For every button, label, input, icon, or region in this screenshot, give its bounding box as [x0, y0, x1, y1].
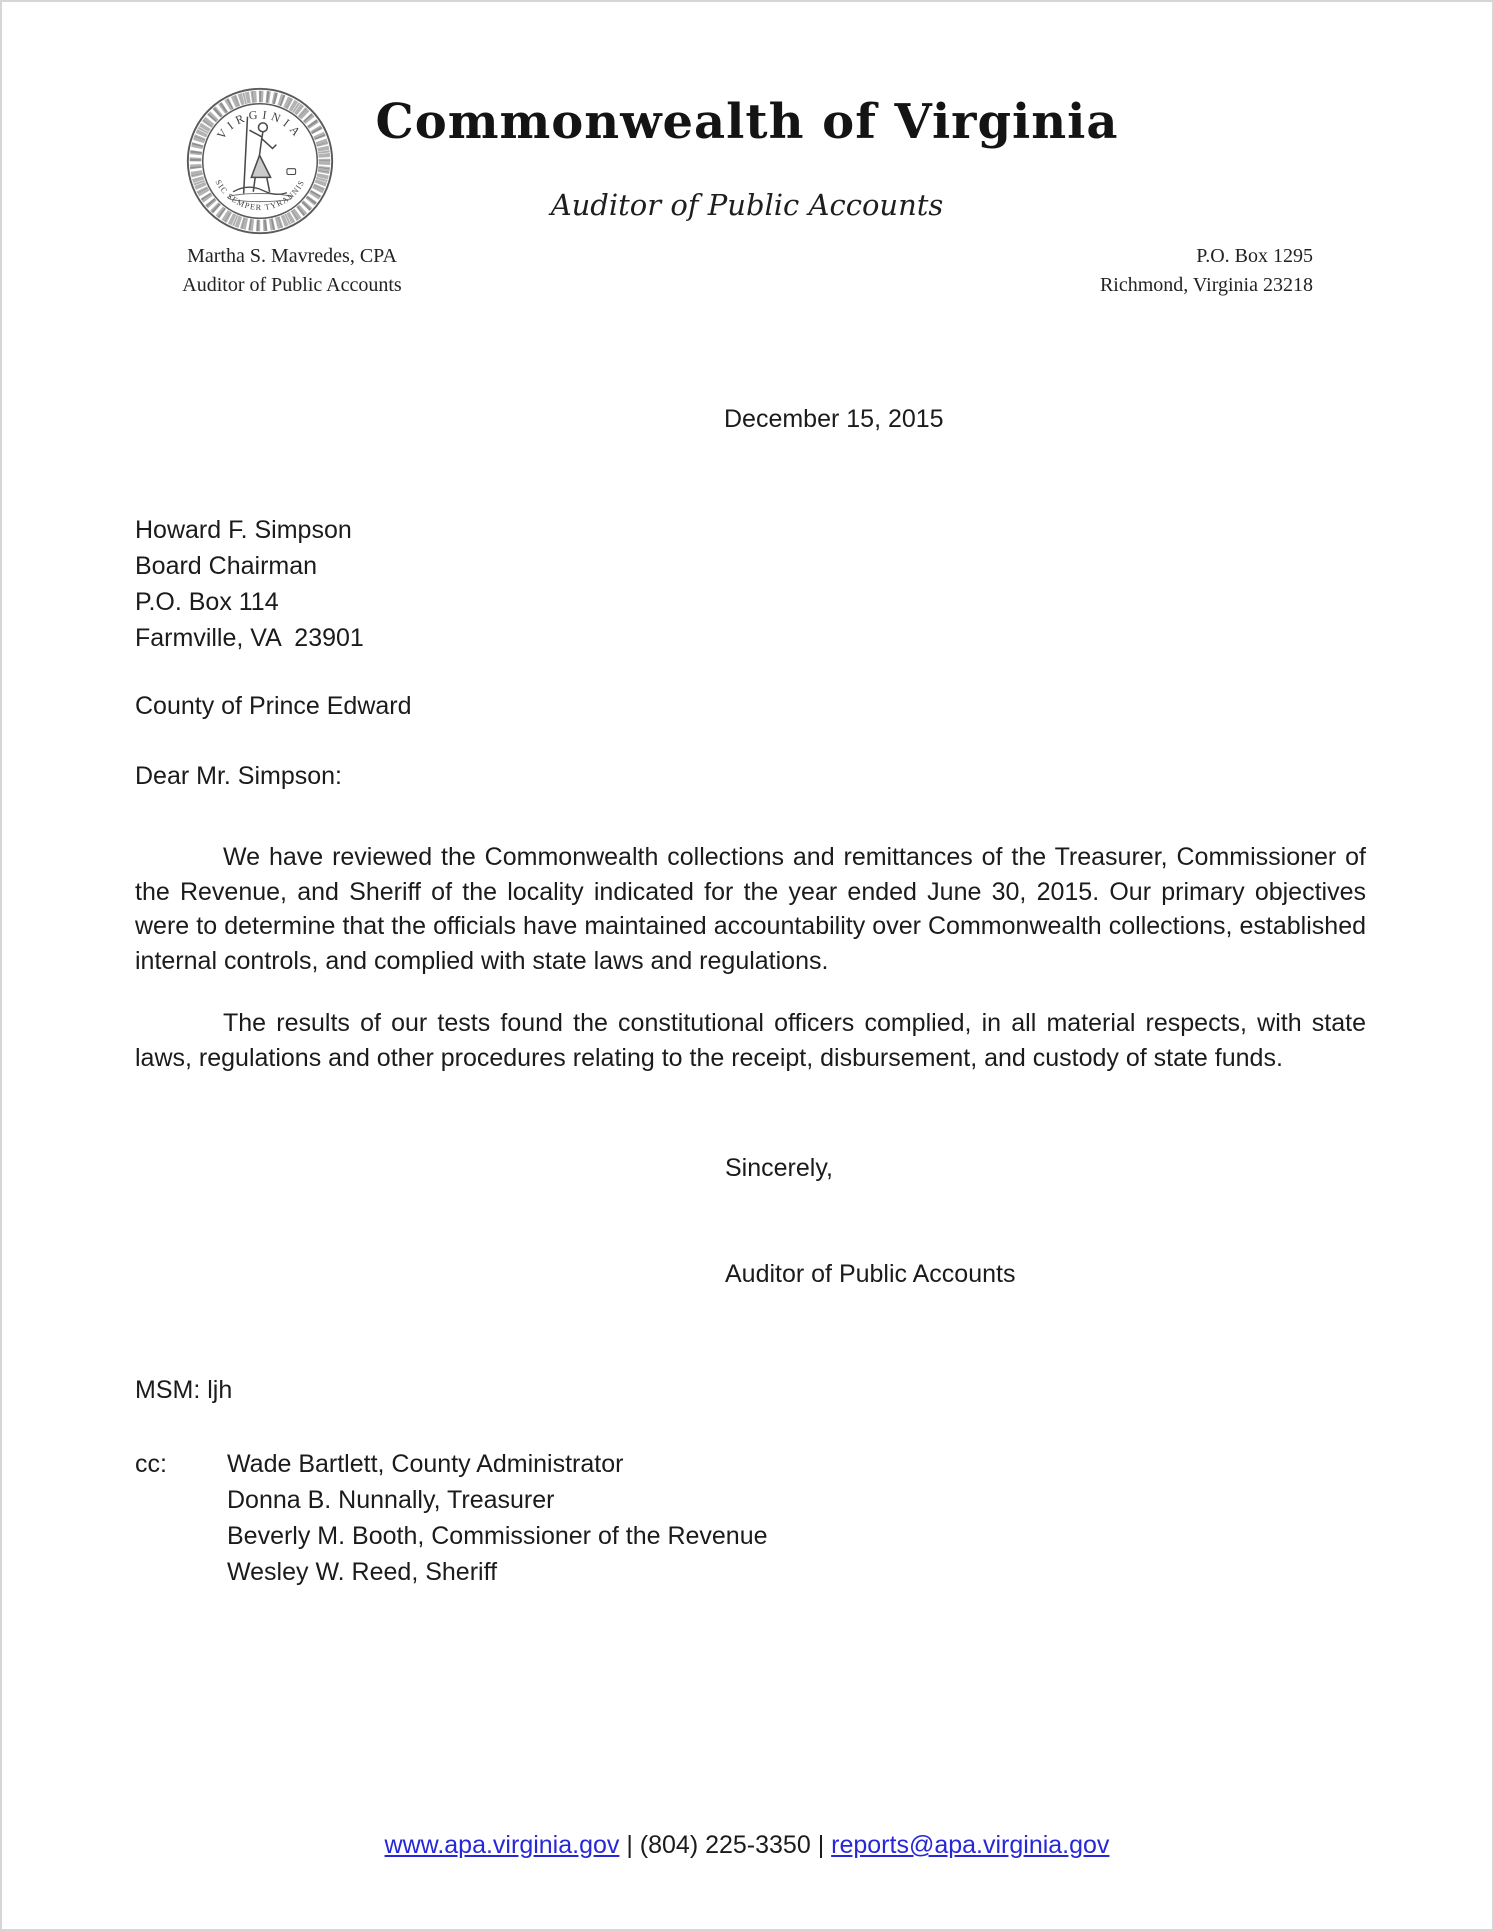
cc-name: Wesley W. Reed, Sheriff: [227, 1558, 498, 1586]
agency-title: Commonwealth of Virginia: [375, 94, 1119, 150]
official-name: Martha S. Mavredes, CPA: [187, 245, 397, 267]
recipient-title: Board Chairman: [135, 552, 318, 580]
website-link[interactable]: www.apa.virginia.gov: [384, 1831, 620, 1859]
cc-names-list: [227, 1446, 768, 1590]
locality-reference-line: County of Prince Edward: [135, 692, 412, 720]
recipient-po-box: P.O. Box 114: [135, 588, 279, 616]
agency-address-block: [1100, 242, 1313, 300]
body-paragraph-2: The results of our tests found the constitutional officers complied, in all material respects, with state laws, regulations and other procedures relating to the receipt, disbursement, and custody of state funds.: [135, 1009, 1366, 1072]
cc-label: cc:: [135, 1450, 167, 1478]
salutation: Dear Mr. Simpson:: [135, 762, 343, 790]
seal-top-text: VIRGINIA: [214, 107, 306, 142]
valediction: Sincerely,: [725, 1154, 833, 1182]
recipient-city-line: Farmville, VA 23901: [135, 624, 364, 652]
footer-separator: |: [619, 1831, 640, 1859]
recipient-name: Howard F. Simpson: [135, 516, 352, 544]
official-title: Auditor of Public Accounts: [182, 274, 402, 296]
agency-city-line: Richmond, Virginia 23218: [1099, 274, 1313, 296]
cc-block: [135, 1446, 768, 1590]
recipient-address-block: [135, 512, 364, 656]
cc-name: Donna B. Nunnally, Treasurer: [227, 1486, 555, 1514]
body-paragraph-1: We have reviewed the Commonwealth collections and remittances of the Treasurer, Commissioner of the Revenue, and Sheriff of the locality indicated for the year ended June 30, 2015. Our primary objectives were to determine that the officials have maintained accountability over Commonwealth collections, established internal controls, and complied with state laws and regulations.: [135, 843, 1366, 975]
cc-name: Wade Bartlett, County Administrator: [227, 1450, 624, 1478]
email-link[interactable]: reports@apa.virginia.gov: [831, 1831, 1110, 1859]
footer-phone: (804) 225-3350: [639, 1831, 811, 1859]
page-footer: [2, 1831, 1492, 1860]
official-block: [162, 242, 422, 300]
footer-separator: |: [810, 1831, 832, 1859]
letter-date: December 15, 2015: [724, 405, 944, 433]
cc-name: Beverly M. Booth, Commissioner of the Revenue: [227, 1522, 768, 1550]
reference-initials: MSM: ljh: [135, 1376, 233, 1404]
agency-po-box: P.O. Box 1295: [1196, 245, 1313, 267]
agency-subtitle: Auditor of Public Accounts: [550, 188, 944, 222]
signer-title: Auditor of Public Accounts: [725, 1260, 1016, 1288]
seal-bottom-text: SIC SEMPER TYRANNIS: [213, 178, 307, 213]
